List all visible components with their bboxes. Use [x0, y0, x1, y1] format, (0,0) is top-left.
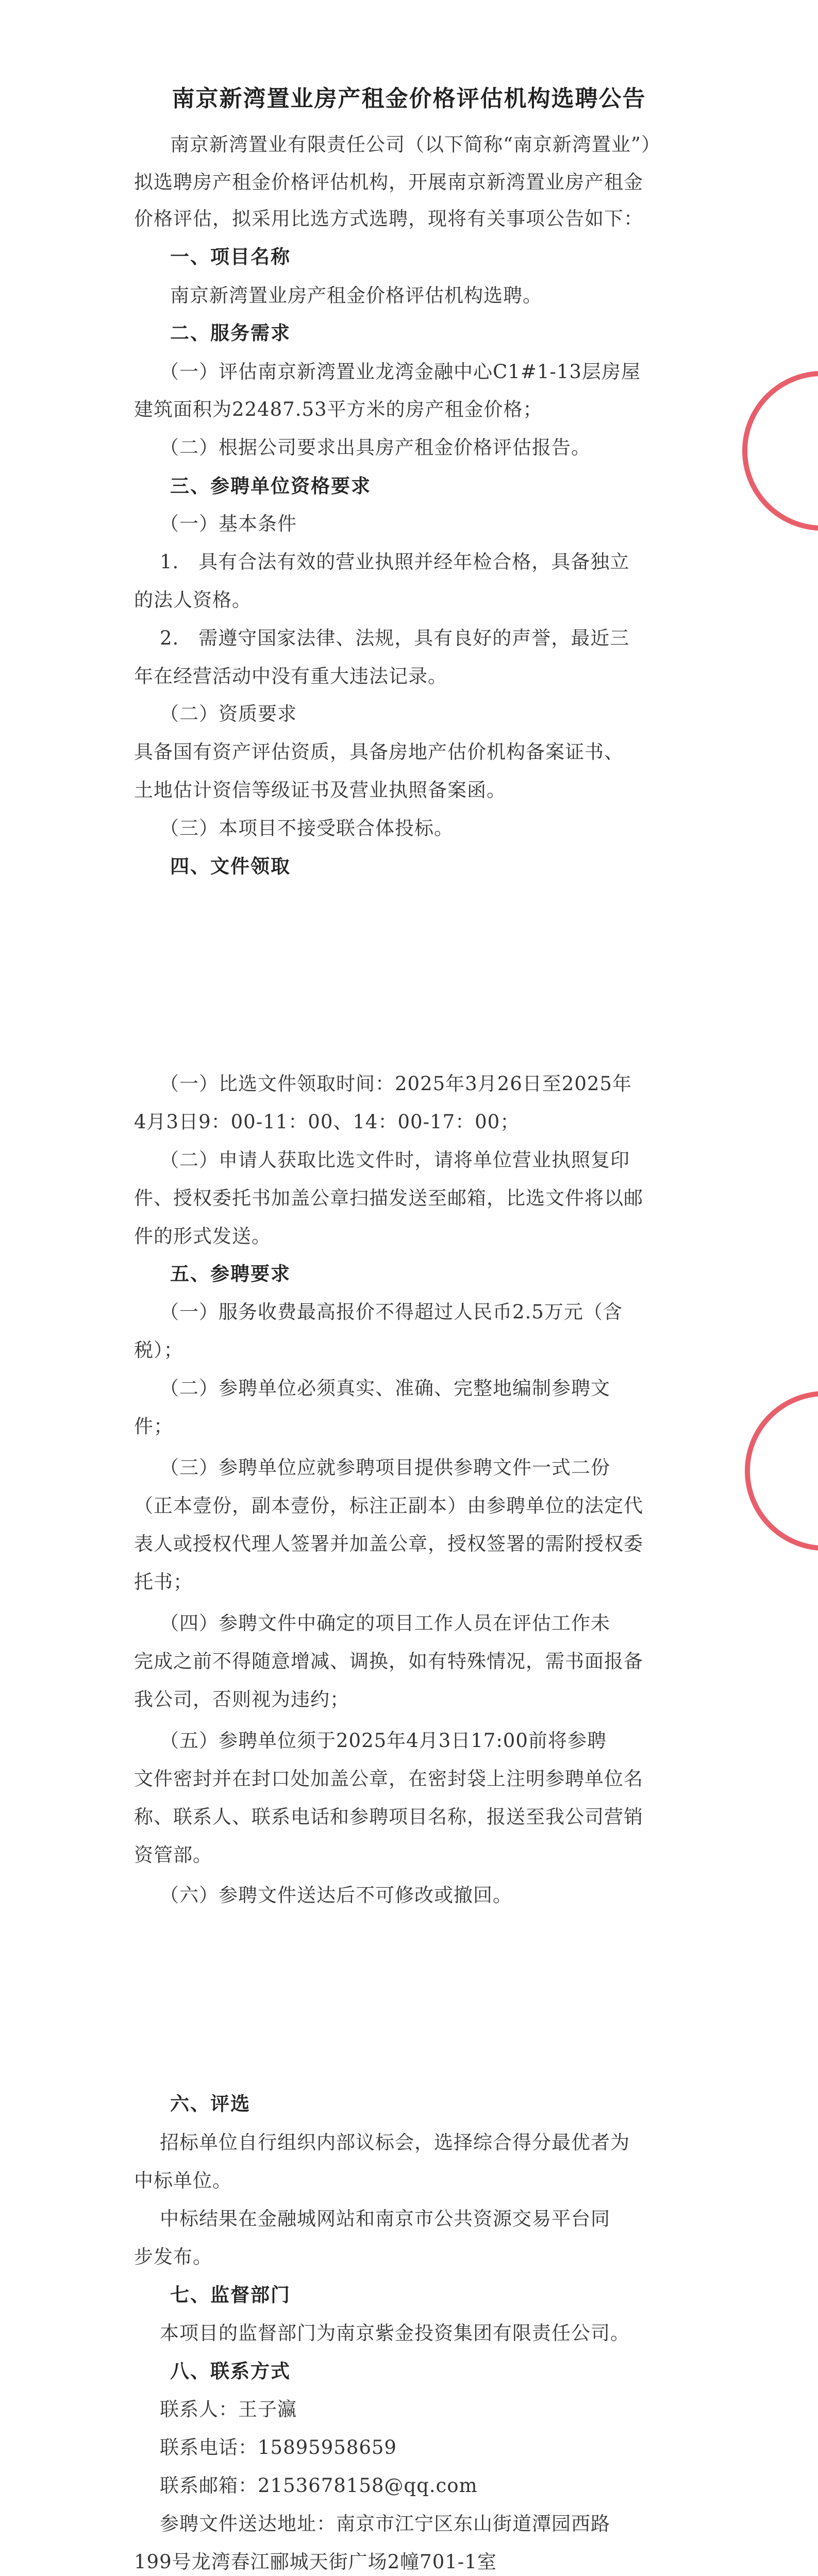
text-line: （三）参聘单位应就参聘项目提供参聘文件一式二份	[160, 1456, 610, 1479]
text-line: 价格评估，拟采用比选方式选聘，现将有关事项公告如下：	[134, 208, 643, 230]
section-heading: 二、服务需求	[170, 322, 291, 344]
text-line: 199号龙湾春江郦城天街广场2幢701-1室	[134, 2551, 497, 2573]
text-line: 建筑面积为22487.53平方米的房产租金价格；	[134, 398, 543, 420]
section-heading: 六、评选	[170, 2093, 251, 2115]
text-line: 招标单位自行组织内部议标会，选择综合得分最优者为	[160, 2131, 630, 2154]
text-line: （二）申请人获取比选文件时，请将单位营业执照复印	[160, 1149, 630, 1171]
section-heading: 一、项目名称	[170, 246, 291, 268]
text-line: （一）比选文件领取时间：2025年3月26日至2025年	[160, 1073, 632, 1095]
contact-person: 联系人：王子瀛	[160, 2398, 297, 2420]
section-heading: 四、文件领取	[170, 855, 291, 877]
text-line: 文件密封并在封口处加盖公章，在密封袋上注明参聘单位名	[134, 1768, 643, 1790]
document-title: 南京新湾置业房产租金价格评估机构选聘公告	[172, 86, 646, 112]
text-line: （三）本项目不接受联合体投标。	[160, 817, 454, 839]
text-line: 步发布。	[134, 2246, 212, 2268]
text-line: （二）资质要求	[160, 703, 297, 725]
section-heading: 五、参聘要求	[170, 1263, 291, 1285]
section-heading: 三、参聘单位资格要求	[170, 475, 371, 497]
text-line: 具备国有资产评估资质，具备房地产估价机构备案证书、	[134, 741, 624, 763]
text-line: 拟选聘房产租金价格评估机构，开展南京新湾置业房产租金	[134, 171, 643, 193]
text-line: 土地估计资信等级证书及营业执照备案函。	[134, 779, 506, 801]
text-line: （一）基本条件	[160, 513, 297, 535]
edge-seal-middle	[745, 1391, 818, 1551]
text-line: 资管部。	[134, 1844, 212, 1866]
contact-phone: 联系电话：15895958659	[160, 2436, 397, 2459]
text-line: （四）参聘文件中确定的项目工作人员在评估工作未	[160, 1612, 610, 1634]
text-line: （一）服务收费最高报价不得超过人民币2.5万元（含	[160, 1301, 623, 1323]
text-line: 中标结果在金融城网站和南京市公共资源交易平台同	[160, 2208, 610, 2230]
text-line: 件的形式发送。	[134, 1225, 271, 1247]
text-line: 4月3日9：00-11：00、14：00-17：00；	[134, 1111, 520, 1133]
text-line: 2. 需遵守国家法律、法规，具有良好的声誉，最近三	[160, 627, 630, 649]
text-line: （正本壹份，副本壹份，标注正副本）由参聘单位的法定代	[134, 1495, 643, 1517]
text-line: 称、联系人、联系电话和参聘项目名称，报送至我公司营销	[134, 1806, 643, 1828]
text-line: （二）参聘单位必须真实、准确、完整地编制参聘文	[160, 1377, 610, 1399]
text-line: 南京新湾置业房产租金价格评估机构选聘。	[170, 284, 542, 307]
text-line: （六）参聘文件送达后不可修改或撤回。	[160, 1884, 512, 1906]
text-line: 1. 具有合法有效的营业执照并经年检合格，具备独立	[160, 551, 630, 573]
contact-email: 联系邮箱：2153678158@qq.com	[160, 2475, 478, 2497]
text-line: 中标单位。	[134, 2170, 232, 2192]
text-line: （一）评估南京新湾置业龙湾金融中心C1#1-13层房屋	[160, 361, 641, 383]
text-line: 件；	[134, 1415, 173, 1437]
text-line: 参聘文件送达地址：南京市江宁区东山街道潭园西路	[160, 2513, 610, 2535]
text-line: （二）根据公司要求出具房产租金价格评估报告。	[160, 436, 591, 459]
text-line: 的法人资格。	[134, 589, 252, 611]
text-line: 南京新湾置业有限责任公司（以下简称“南京新湾置业”）	[170, 133, 661, 156]
text-line: 税）；	[134, 1339, 183, 1361]
text-line: （五）参聘单位须于2025年4月3日17:00前将参聘	[160, 1730, 607, 1752]
text-line: 本项目的监督部门为南京紫金投资集团有限责任公司。	[160, 2322, 630, 2344]
edge-seal-top	[742, 371, 818, 531]
text-line: 我公司，否则视为违约；	[134, 1688, 349, 1710]
section-heading: 八、联系方式	[170, 2360, 291, 2382]
text-line: 表人或授权代理人签署并加盖公章，授权签署的需附授权委	[134, 1533, 643, 1555]
section-heading: 七、监督部门	[170, 2284, 291, 2306]
text-line: 托书；	[134, 1571, 193, 1593]
text-line: 年在经营活动中没有重大违法记录。	[134, 665, 447, 687]
text-line: 件、授权委托书加盖公章扫描发送至邮箱，比选文件将以邮	[134, 1187, 643, 1209]
text-line: 完成之前不得随意增减、调换，如有特殊情况，需书面报备	[134, 1650, 643, 1672]
